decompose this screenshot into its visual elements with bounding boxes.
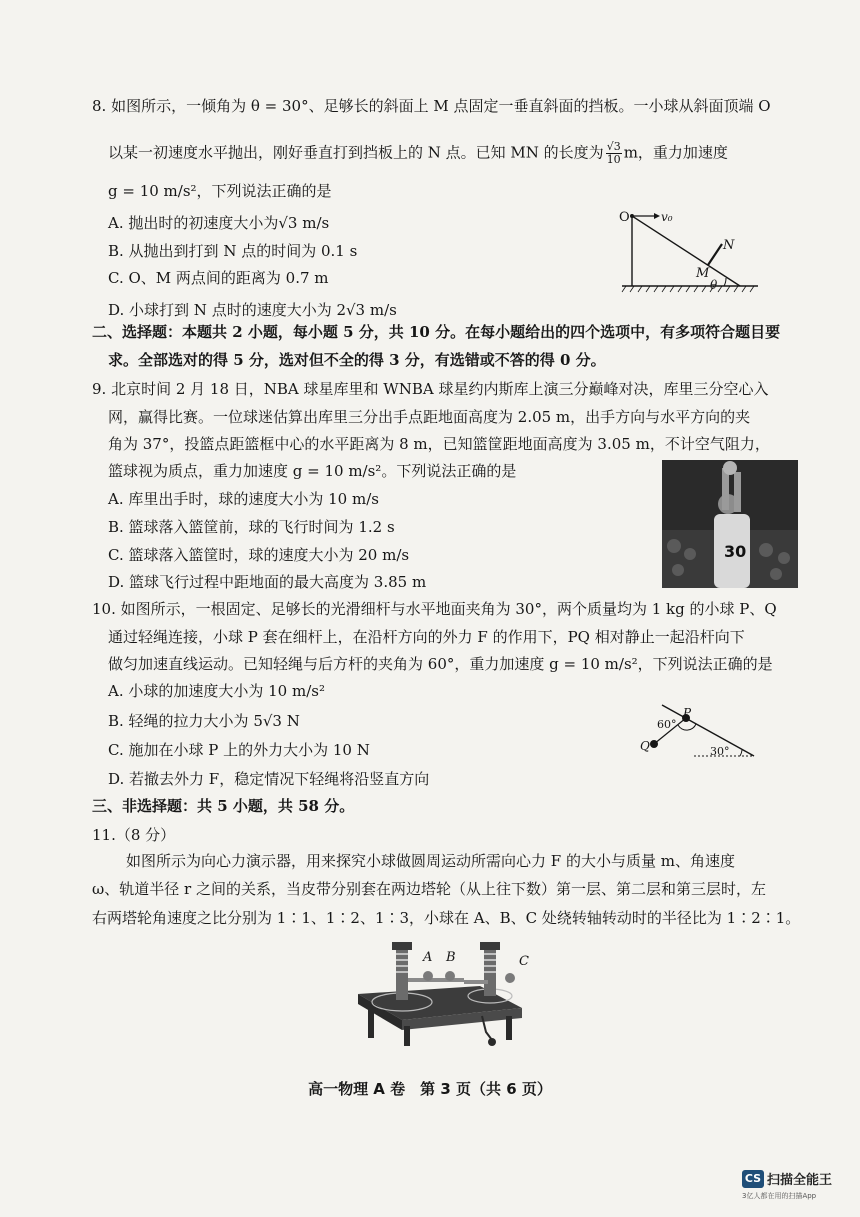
q8-line-2b: m，重力加速度 — [623, 143, 728, 162]
q8-line-3: g = 10 m/s²，下列说法正确的是 — [108, 182, 332, 200]
fig-label-q: Q — [640, 739, 650, 753]
fig-label-b: B — [446, 950, 456, 965]
fig-label-n: N — [723, 238, 735, 253]
q11-line-2: ω、轨道半径 r 之间的关系，当皮带分别套在两边塔轮（从上往下数）第一层、第二层和第三层时，左 — [92, 880, 766, 898]
scanner-watermark — [742, 1168, 854, 1201]
q8-line-2 — [108, 141, 728, 166]
fig-label-60: 60° — [657, 718, 677, 731]
fig-label-p: P — [683, 706, 692, 720]
basketball-player-photo — [662, 460, 798, 588]
fig-label-o: O — [619, 210, 630, 225]
fig-label-m: M — [696, 266, 710, 281]
q10-line-1: 10. 如图所示，一根固定、足够长的光滑细杆与水平地面夹角为 30°，两个质量均为 1 kg 的小球 P、Q — [92, 600, 777, 618]
q9-line-1: 9. 北京时间 2 月 18 日，NBA 球星库里和 WNBA 球星约内斯库上演三分巅峰对决，库里三分空心入 — [92, 380, 769, 398]
q10-line-2: 通过轻绳连接，小球 P 套在细杆上，在沿杆方向的外力 F 的作用下，PQ 相对静止一起沿杆向下 — [108, 628, 745, 646]
q8-line-2a: 以某一初速度水平抛出，刚好垂直打到挡板上的 N 点。已知 MN 的长度为 — [108, 143, 604, 162]
mn-length-fraction — [606, 141, 622, 166]
q10-line-3: 做匀加速直线运动。已知轻绳与后方杆的夹角为 60°，重力加速度 g = 10 m/s²，下列说法正确的是 — [108, 655, 773, 673]
cs-logo-icon: CS — [742, 1170, 764, 1188]
player-silhouette — [662, 460, 798, 588]
fig-label-30: 30° — [710, 745, 730, 758]
brand-name: 扫描全能王 — [767, 1173, 833, 1188]
q9-line-4: 篮球视为质点，重力加速度 g = 10 m/s²。下列说法正确的是 — [108, 462, 517, 480]
q10-option-c: C. 施加在小球 P 上的外力大小为 10 N — [108, 741, 370, 759]
q8-option-a: A. 抛出时的初速度大小为√3 m/s — [108, 214, 330, 232]
page-footer: 高一物理 A 卷 第 3 页（共 6 页） — [308, 1080, 552, 1098]
q8-option-d: D. 小球打到 N 点时的速度大小为 2√3 m/s — [108, 301, 397, 319]
q9-line-2: 网，赢得比赛。一位球迷估算出库里三分出手点距地面高度为 2.05 m，出手方向与水平方向的夹 — [108, 408, 751, 426]
fig-label-a: A — [423, 950, 433, 965]
q8-option-c: C. O、M 两点间的距离为 0.7 m — [108, 269, 329, 287]
centripetal-force-apparatus — [352, 936, 528, 1052]
jersey-number: 30 — [724, 542, 747, 561]
q10-option-d: D. 若撤去外力 F，稳定情况下轻绳将沿竖直方向 — [108, 770, 430, 788]
section-3-line-1: 三、非选择题：共 5 小题，共 58 分。 — [92, 797, 355, 815]
q10-option-b: B. 轻绳的拉力大小为 5√3 N — [108, 712, 300, 730]
fraction-denominator: 10 — [606, 153, 621, 166]
fraction-numerator: √3 — [606, 140, 621, 153]
q8-option-b: B. 从抛出到打到 N 点的时间为 0.1 s — [108, 242, 358, 260]
q9-option-a: A. 库里出手时，球的速度大小为 10 m/s — [108, 490, 379, 508]
section-2-line-1: 二、选择题：本题共 2 小题，每小题 5 分，共 10 分。在每小题给出的四个选项中，有多项符合题目要 — [92, 323, 781, 341]
section-2-line-2: 求。全部选对的得 5 分，选对但不全的得 3 分，有选错或不答的得 0 分。 — [108, 351, 606, 369]
fig-label-theta: θ — [710, 278, 718, 292]
q9-option-d: D. 篮球飞行过程中距地面的最大高度为 3.85 m — [108, 573, 427, 591]
q9-line-3: 角为 37°，投篮点距篮框中心的水平距离为 8 m，已知篮筐距地面高度为 3.05 m，不计空气阻力， — [108, 435, 770, 453]
fig-label-c: C — [519, 954, 529, 969]
rod-diagram — [636, 700, 760, 764]
q9-option-b: B. 篮球落入篮筐前，球的飞行时间为 1.2 s — [108, 518, 395, 536]
q10-option-a: A. 小球的加速度大小为 10 m/s² — [108, 682, 325, 700]
q11-line-1: 如图所示为向心力演示器，用来探究小球做圆周运动所需向心力 F 的大小与质量 m、角速度 — [126, 852, 735, 870]
q11-head: 11.（8 分） — [92, 826, 176, 844]
fig-label-v0: v₀ — [661, 210, 673, 224]
incline-diagram — [612, 204, 762, 296]
q8-line-1: 8. 如图所示，一倾角为 θ = 30°、足够长的斜面上 M 点固定一垂直斜面的挡板。一小球从斜面顶端 O — [92, 97, 771, 115]
q11-line-3: 右两塔轮角速度之比分别为 1∶1、1∶2、1∶3，小球在 A、B、C 处绕转轴转动时的半径比为 1∶2∶1。 — [92, 909, 801, 927]
q9-option-c: C. 篮球落入篮筐时，球的速度大小为 20 m/s — [108, 546, 410, 564]
brand-tagline: 3亿人都在用的扫描App — [742, 1192, 817, 1200]
